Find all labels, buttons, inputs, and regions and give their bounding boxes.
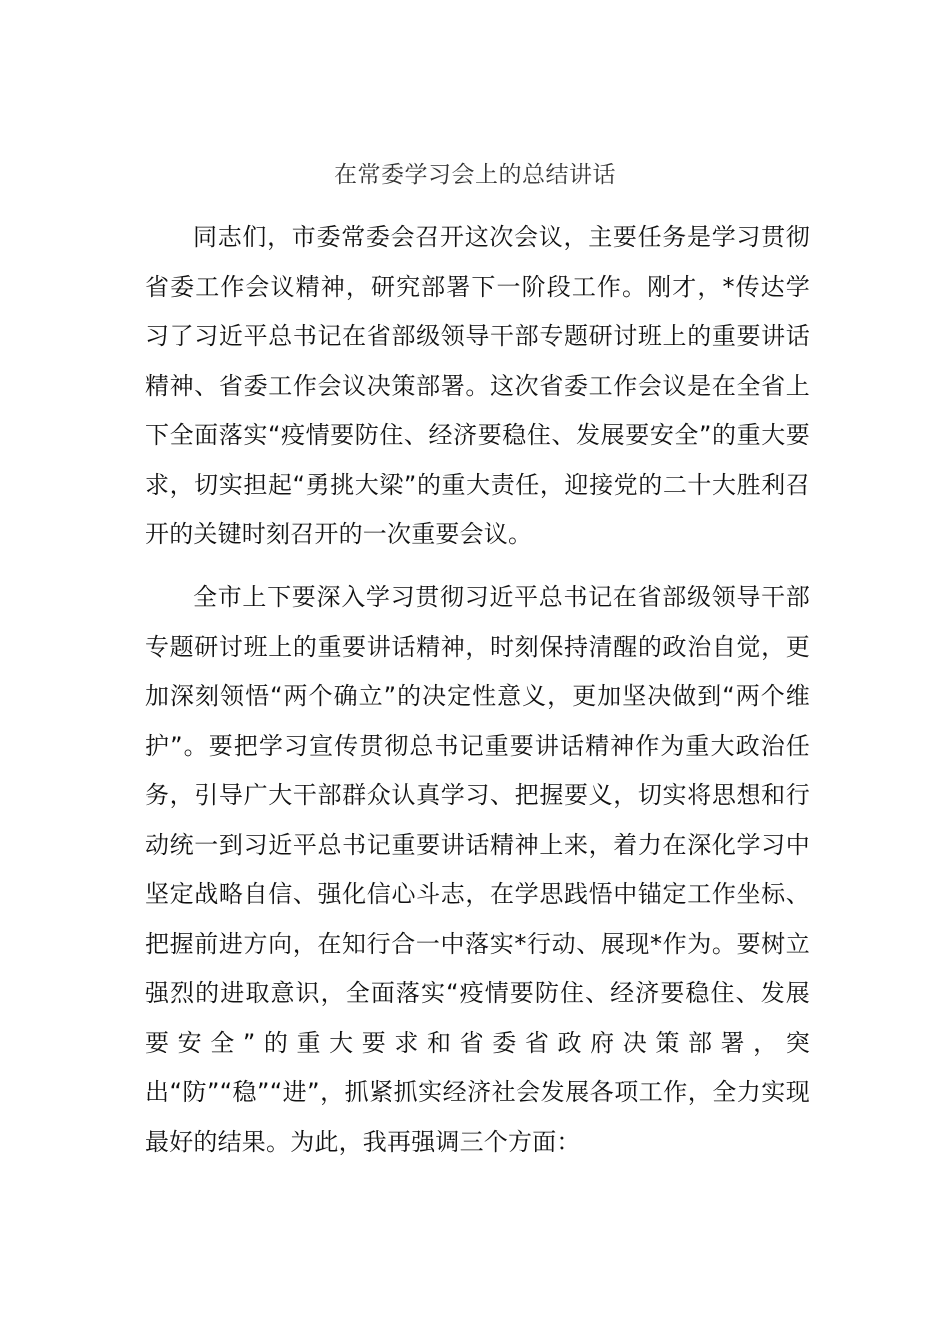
paragraph-1: 同志们，市委常委会召开这次会议，主要任务是学习贯彻省委工作会议精神，研究部署下一阶段工作。刚才，*传达学习了习近平总书记在省部级领导干部专题研讨班上的重要讲话精神、省委工作会议决策部署。这次省委工作会议是在全省上下全面落实“疫情要防住、经济要稳住、发展要安全”的重大要求，切实担起“勇挑大梁”的重大责任，迎接党的二十大胜利召开的关键时刻召开的一次重要会议。	[145, 223, 810, 548]
paragraph-2: 全市上下要深入学习贯彻习近平总书记在省部级领导干部专题研讨班上的重要讲话精神，时刻保持清醒的政治自觉，更加深刻领悟“两个确立”的决定性意义，更加坚决做到“两个维护”。要把学习宣传贯彻总书记重要讲话精神作为重大政治任务，引导广大干部群众认真学习、把握要义，切实将思想和行动统一到习近平总书记重要讲话精神上来，着力在深化学习中坚定战略自信、强化信心斗志，在学思践悟中锚定工作坐标、把握前进方向，在知行合一中落实*行动、展现*作为。要树立强烈的进取意识，全面落实“疫情要防住、经济要稳住、发展要安全”的重大要求和省委省政府决策部署，突出“防”“稳”“进”，抓紧抓实经济社会发展各项工作，全力实现最好的结果。为此，我再强调三个方面：	[145, 583, 810, 1156]
document-title: 在常委学习会上的总结讲话	[334, 162, 616, 188]
